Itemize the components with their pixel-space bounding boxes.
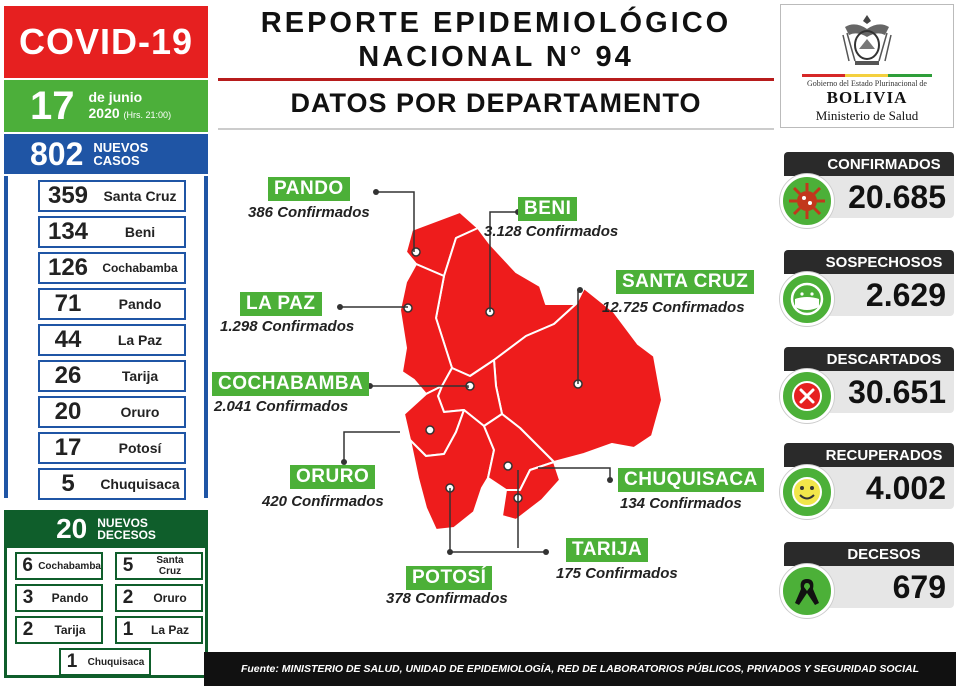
stat-decesos (780, 542, 954, 620)
new-deaths-banner (4, 510, 208, 548)
label-pando: PANDO (268, 177, 350, 201)
death-dept: Tarija (54, 622, 86, 637)
logo-government-text: Gobierno del Estado Plurinacional de (807, 79, 927, 88)
new-cases-by-department (4, 176, 208, 498)
mourning-ribbon-icon (780, 564, 834, 618)
dept-count: 134 (47, 218, 89, 245)
count-cochabamba: 2.041 Confirmados (214, 398, 349, 415)
x-circle-icon (780, 369, 834, 423)
dept-count: 17 (54, 434, 82, 461)
dept-count: 71 (54, 290, 82, 317)
death-row (15, 584, 103, 612)
dept-name: Santa Cruz (103, 188, 177, 204)
dept-count: 20 (54, 398, 82, 425)
dept-name: La Paz (117, 332, 163, 348)
stat-confirmados-label: CONFIRMADOS (784, 152, 954, 176)
date-banner (4, 80, 208, 132)
virus-icon (780, 174, 834, 228)
stat-sospechosos (780, 250, 954, 328)
dept-name: Tarija (121, 368, 159, 384)
stat-confirmados-value: 20.685 (810, 176, 954, 218)
dept-row (38, 252, 186, 284)
dept-row (38, 360, 186, 392)
new-cases-label-2: CASOS (93, 153, 140, 168)
new-deaths-label-1: NUEVOS (97, 516, 148, 530)
bolivia-coat-of-arms-icon (781, 11, 953, 74)
dept-count: 26 (54, 362, 82, 389)
new-deaths-by-department (4, 548, 208, 678)
death-dept (139, 555, 201, 577)
death-count: 6 (22, 555, 33, 576)
new-deaths-total: 20 (56, 513, 88, 544)
stat-sospechosos-value: 2.629 (810, 274, 954, 316)
stat-descartados-value: 30.651 (810, 371, 954, 413)
date-month-block (89, 89, 172, 123)
count-beni: 3.128 Confirmados (484, 223, 619, 240)
death-row (59, 648, 151, 676)
dept-row (38, 216, 186, 248)
label-tarija: TARIJA (566, 538, 648, 562)
stat-decesos-value: 679 (810, 566, 954, 608)
death-count: 2 (122, 587, 134, 608)
label-cochabamba: COCHABAMBA (212, 372, 369, 396)
report-title-line2: NACIONAL N° 94 (358, 41, 634, 73)
death-row (115, 616, 203, 644)
death-dept: Pando (51, 590, 89, 605)
new-cases-banner (4, 134, 208, 174)
death-count: 2 (22, 619, 34, 640)
death-dept: Chuquisaca (87, 656, 145, 668)
death-count: 1 (122, 619, 134, 640)
dept-name: Chuquisaca (100, 476, 180, 492)
death-dept-line2: Cruz (158, 566, 182, 577)
stat-descartados-label: DESCARTADOS (784, 347, 954, 371)
death-dept: La Paz (150, 622, 189, 637)
ministry-logo (780, 4, 954, 128)
label-potosi: POTOSÍ (406, 566, 492, 590)
death-count: 5 (122, 555, 134, 576)
dept-count: 126 (47, 254, 89, 281)
death-row (15, 552, 103, 580)
death-count: 1 (66, 651, 78, 672)
covid-title: COVID-19 (18, 21, 194, 62)
dept-row (38, 180, 186, 212)
dept-row (38, 432, 186, 464)
stat-confirmados (780, 152, 954, 230)
dept-row (38, 468, 186, 500)
label-beni: BENI (518, 197, 577, 221)
dept-name: Oruro (120, 404, 160, 420)
new-deaths-label-2: DECESOS (97, 528, 156, 542)
date-year: 2020 (88, 105, 120, 121)
count-oruro: 420 Confirmados (262, 493, 384, 510)
death-dept: Oruro (153, 590, 187, 605)
stat-decesos-label: DECESOS (784, 542, 954, 566)
stat-descartados (780, 347, 954, 425)
dept-row (38, 324, 186, 356)
death-dept: Cochabamba (38, 560, 101, 572)
dept-count: 359 (47, 182, 89, 209)
stat-recuperados-label: RECUPERADOS (784, 443, 954, 467)
new-cases-total: 802 (30, 135, 84, 172)
count-chuquisaca: 134 Confirmados (620, 495, 742, 512)
logo-ministry-text: Ministerio de Salud (815, 108, 919, 123)
label-santa-cruz: SANTA CRUZ (616, 270, 754, 294)
stat-recuperados-value: 4.002 (810, 467, 954, 509)
dept-name: Beni (124, 224, 156, 240)
label-la-paz: LA PAZ (240, 292, 322, 316)
date-month: de junio (88, 89, 143, 105)
count-la-paz: 1.298 Confirmados (220, 318, 355, 335)
new-deaths-label (97, 517, 156, 541)
report-title (218, 6, 774, 74)
dept-name: Potosí (118, 440, 162, 456)
death-row (115, 584, 203, 612)
report-title-line1: REPORTE EPIDEMIOLÓGICO (260, 7, 732, 39)
death-dept-line1: Santa (156, 555, 184, 566)
source-footer: Fuente: MINISTERIO DE SALUD, UNIDAD DE EPIDEMIOLOGÍA, RED DE LABORATORIOS PÚBLICOS, PRIVADOS Y SEGURIDAD SOCIAL (204, 652, 956, 686)
new-cases-label (93, 141, 148, 167)
report-subtitle: DATOS POR DEPARTAMENTO (290, 88, 702, 118)
count-santa-cruz: 12.725 Confirmados (602, 299, 745, 316)
logo-country-text: BOLIVIA (826, 88, 908, 107)
stat-recuperados (780, 443, 954, 521)
label-oruro: ORURO (290, 465, 375, 489)
dept-name: Cochabamba (102, 261, 178, 275)
dept-count: 5 (61, 470, 75, 497)
title-divider (218, 78, 774, 81)
new-cases-label-1: NUEVOS (93, 140, 149, 155)
death-row (115, 552, 203, 580)
covid-banner (4, 6, 208, 78)
count-pando: 386 Confirmados (248, 204, 370, 221)
count-potosi: 378 Confirmados (386, 590, 508, 607)
flag-stripe (802, 74, 932, 77)
count-tarija: 175 Confirmados (556, 565, 678, 582)
label-chuquisaca: CHUQUISACA (618, 468, 764, 492)
dept-row (38, 396, 186, 428)
dept-count: 44 (54, 326, 82, 353)
date-hours: (Hrs. 21:00) (123, 110, 172, 120)
dept-name: Pando (118, 296, 162, 312)
dept-row (38, 288, 186, 320)
mask-face-icon (780, 272, 834, 326)
date-day: 17 (30, 83, 75, 128)
death-row (15, 616, 103, 644)
smiley-icon (780, 465, 834, 519)
stat-sospechosos-label: SOSPECHOSOS (784, 250, 954, 274)
death-count: 3 (22, 587, 34, 608)
subtitle-divider (218, 128, 774, 130)
